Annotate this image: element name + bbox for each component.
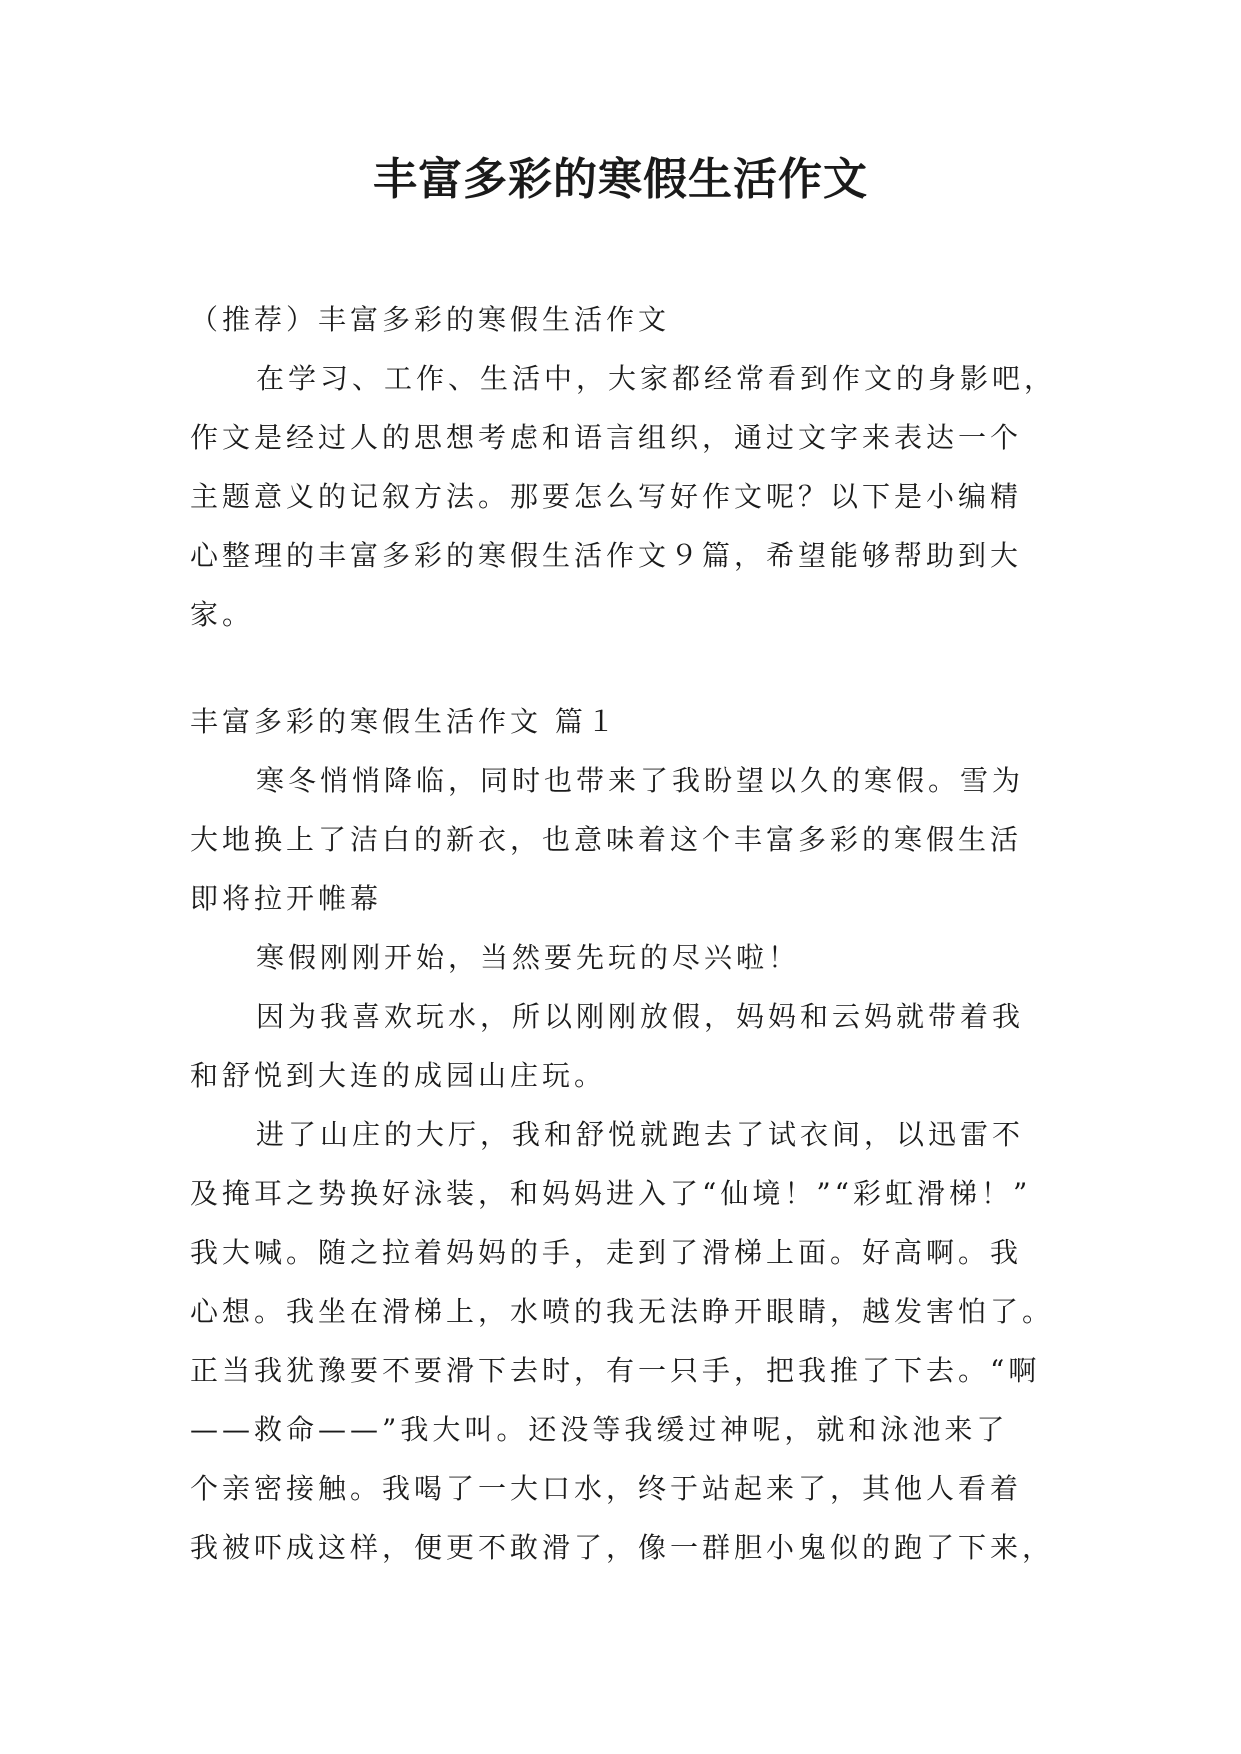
paragraph-line: 心想。我坐在滑梯上，水喷的我无法睁开眼睛，越发害怕了。 bbox=[190, 1295, 1055, 1328]
paragraph-line: 即将拉开帷幕 bbox=[190, 882, 383, 915]
intro-paragraph bbox=[190, 349, 1056, 644]
section-spacer bbox=[190, 644, 1056, 692]
paragraph-line: 因为我喜欢玩水，所以刚刚放假，妈妈和云妈就带着我 bbox=[256, 1000, 1025, 1033]
paragraph-line: 进了山庄的大厅，我和舒悦就跑去了试衣间，以迅雷不 bbox=[256, 1118, 1025, 1151]
document-body bbox=[190, 290, 1056, 1577]
paragraph-line: 正当我犹豫要不要滑下去时，有一只手，把我推了下去。“啊 bbox=[190, 1354, 1041, 1387]
paragraph-1 bbox=[190, 751, 1056, 928]
paragraph-line: 和舒悦到大连的成园山庄玩。 bbox=[190, 1059, 607, 1092]
paragraph-line: 心整理的丰富多彩的寒假生活作文９篇，希望能够帮助到大 bbox=[190, 539, 1023, 572]
document-title: 丰富多彩的寒假生活作文 bbox=[373, 154, 868, 205]
paragraph-line: 我被吓成这样，便更不敢滑了，像一群胆小鬼似的跑了下来， bbox=[190, 1531, 1055, 1564]
paragraph-line: 作文是经过人的思想考虑和语言组织，通过文字来表达一个 bbox=[190, 421, 1023, 454]
paragraph-line: 家。 bbox=[190, 598, 255, 631]
section-heading: 丰富多彩的寒假生活作文 篇１ bbox=[190, 705, 619, 738]
paragraph-line: 我大喊。随之拉着妈妈的手，走到了滑梯上面。好高啊。我 bbox=[190, 1236, 1023, 1269]
paragraph-line: 寒假刚刚开始，当然要先玩的尽兴啦！ bbox=[256, 941, 801, 974]
paragraph-line: 主题意义的记叙方法。那要怎么写好作文呢？以下是小编精 bbox=[190, 480, 1023, 513]
paragraph-line: 个亲密接触。我喝了一大口水，终于站起来了，其他人看着 bbox=[190, 1472, 1023, 1505]
paragraph-line: 大地换上了洁白的新衣，也意味着这个丰富多彩的寒假生活 bbox=[190, 823, 1023, 856]
paragraph-line: 及掩耳之势换好泳装，和妈妈进入了“仙境！”“彩虹滑梯！” bbox=[190, 1177, 1032, 1210]
paragraph-4 bbox=[190, 1105, 1056, 1577]
paragraph-3 bbox=[190, 987, 1056, 1105]
paragraph-line: ——救命——”我大叫。还没等我缓过神呢，就和泳池来了 bbox=[190, 1413, 1009, 1446]
document-subtitle: （推荐）丰富多彩的寒假生活作文 bbox=[190, 303, 671, 336]
paragraph-line: 寒冬悄悄降临，同时也带来了我盼望以久的寒假。雪为 bbox=[256, 764, 1025, 797]
paragraph-2 bbox=[190, 928, 1056, 987]
paragraph-line: 在学习、工作、生活中，大家都经常看到作文的身影吧， bbox=[256, 362, 1057, 395]
